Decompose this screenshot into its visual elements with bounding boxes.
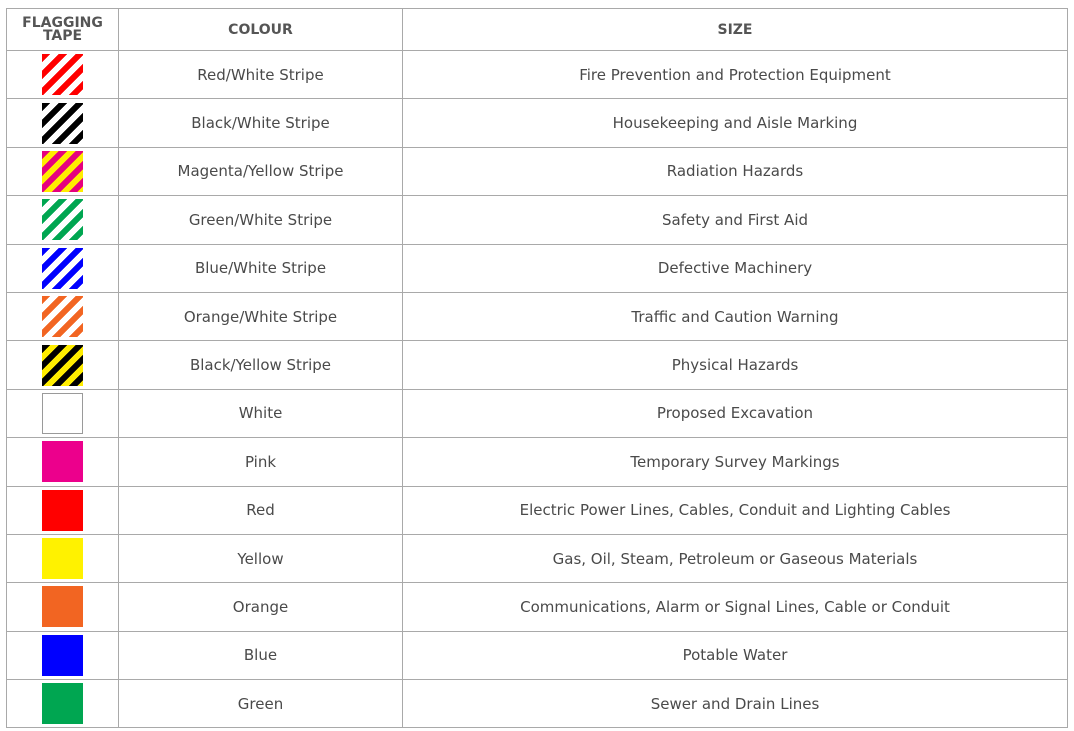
tape-swatch — [42, 248, 83, 289]
colour-cell: Green — [119, 680, 403, 728]
table-row — [7, 196, 1068, 244]
tape-swatch-cell — [7, 534, 119, 582]
table-row — [7, 583, 1068, 631]
header-flagging-tape: FLAGGING TAPE — [7, 9, 119, 51]
table-row — [7, 534, 1068, 582]
tape-swatch-cell — [7, 389, 119, 437]
colour-cell: Black/Yellow Stripe — [119, 341, 403, 389]
tape-swatch-cell — [7, 244, 119, 292]
colour-cell: Green/White Stripe — [119, 196, 403, 244]
colour-cell: Orange — [119, 583, 403, 631]
colour-cell: Pink — [119, 438, 403, 486]
header-colour: COLOUR — [119, 9, 403, 51]
table-row — [7, 631, 1068, 679]
size-cell: Defective Machinery — [403, 244, 1068, 292]
tape-swatch — [42, 103, 83, 144]
tape-swatch-cell — [7, 583, 119, 631]
size-cell: Fire Prevention and Protection Equipment — [403, 51, 1068, 99]
size-cell: Gas, Oil, Steam, Petroleum or Gaseous Materials — [403, 534, 1068, 582]
size-cell: Electric Power Lines, Cables, Conduit and Lighting Cables — [403, 486, 1068, 534]
tape-swatch-cell — [7, 631, 119, 679]
tape-swatch-cell — [7, 680, 119, 728]
size-cell: Traffic and Caution Warning — [403, 292, 1068, 340]
table-row — [7, 292, 1068, 340]
flagging-tape-table — [6, 8, 1068, 728]
tape-swatch — [42, 586, 83, 627]
header-size: SIZE — [403, 9, 1068, 51]
tape-swatch — [42, 441, 83, 482]
colour-cell: White — [119, 389, 403, 437]
size-cell: Proposed Excavation — [403, 389, 1068, 437]
tape-swatch-cell — [7, 99, 119, 147]
table-row — [7, 486, 1068, 534]
tape-swatch — [42, 296, 83, 337]
size-cell: Safety and First Aid — [403, 196, 1068, 244]
tape-swatch — [42, 151, 83, 192]
tape-swatch — [42, 199, 83, 240]
tape-swatch — [42, 490, 83, 531]
tape-swatch-cell — [7, 147, 119, 195]
colour-cell: Blue/White Stripe — [119, 244, 403, 292]
tape-swatch-cell — [7, 486, 119, 534]
tape-swatch-cell — [7, 51, 119, 99]
table-row — [7, 389, 1068, 437]
table-row — [7, 680, 1068, 728]
table-row — [7, 99, 1068, 147]
tape-swatch — [42, 393, 83, 434]
tape-swatch — [42, 538, 83, 579]
tape-swatch — [42, 345, 83, 386]
size-cell: Radiation Hazards — [403, 147, 1068, 195]
size-cell: Housekeeping and Aisle Marking — [403, 99, 1068, 147]
colour-cell: Yellow — [119, 534, 403, 582]
colour-cell: Magenta/Yellow Stripe — [119, 147, 403, 195]
tape-swatch — [42, 54, 83, 95]
table-row — [7, 341, 1068, 389]
colour-cell: Red — [119, 486, 403, 534]
tape-swatch-cell — [7, 196, 119, 244]
table-row — [7, 438, 1068, 486]
table-row — [7, 244, 1068, 292]
header-row — [7, 9, 1068, 51]
table-row — [7, 51, 1068, 99]
table-body — [7, 51, 1068, 728]
table-row — [7, 147, 1068, 195]
colour-cell: Orange/White Stripe — [119, 292, 403, 340]
tape-swatch-cell — [7, 292, 119, 340]
size-cell: Physical Hazards — [403, 341, 1068, 389]
colour-cell: Black/White Stripe — [119, 99, 403, 147]
colour-cell: Red/White Stripe — [119, 51, 403, 99]
tape-swatch — [42, 683, 83, 724]
tape-swatch-cell — [7, 438, 119, 486]
tape-swatch-cell — [7, 341, 119, 389]
size-cell: Communications, Alarm or Signal Lines, Cable or Conduit — [403, 583, 1068, 631]
tape-swatch — [42, 635, 83, 676]
size-cell: Temporary Survey Markings — [403, 438, 1068, 486]
size-cell: Potable Water — [403, 631, 1068, 679]
size-cell: Sewer and Drain Lines — [403, 680, 1068, 728]
colour-cell: Blue — [119, 631, 403, 679]
